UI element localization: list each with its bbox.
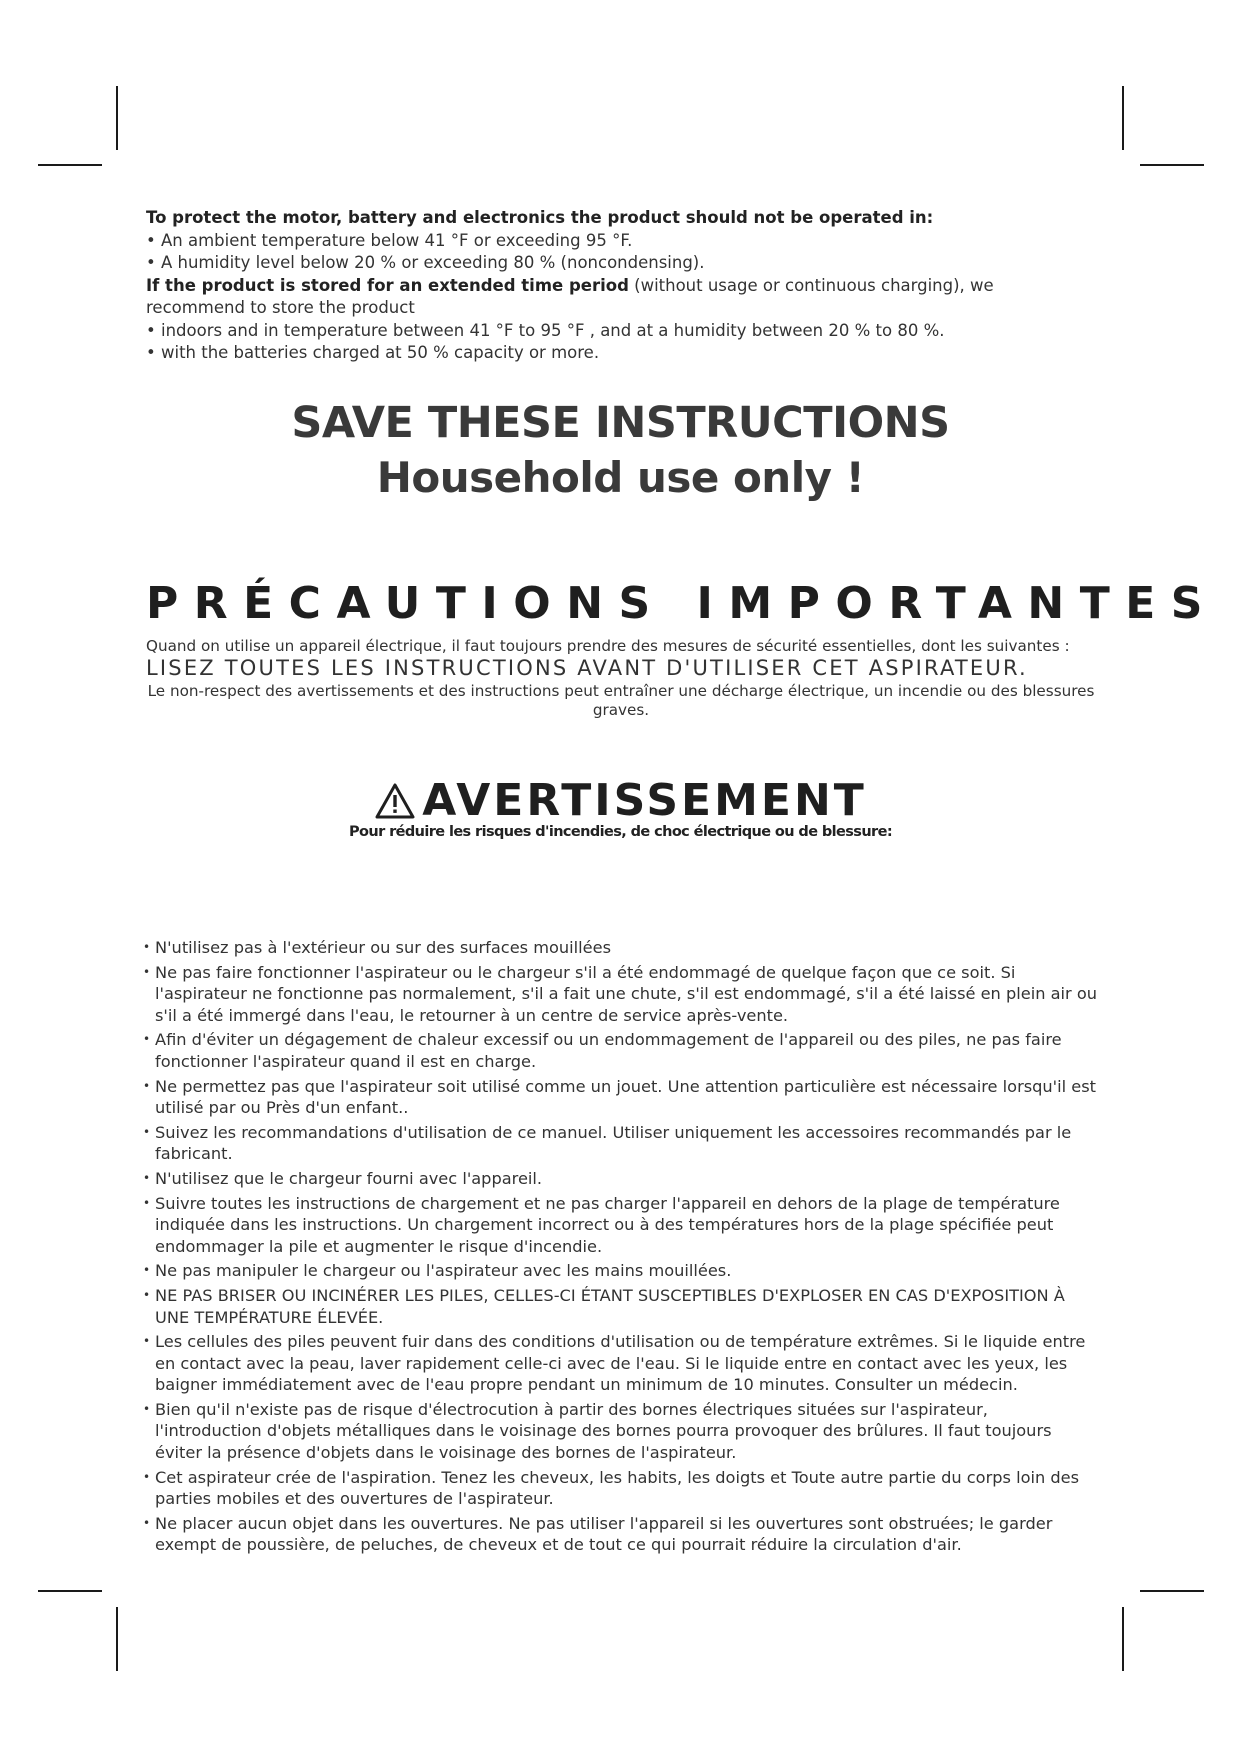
list-item: • N'utilisez pas à l'extérieur ou sur des surfaces mouillées: [143, 937, 1098, 959]
crop-mark-bottom-left-horizontal: [38, 1590, 102, 1592]
list-item: • Cet aspirateur crée de l'aspiration. Tenez les cheveux, les habits, les doigts et Toute autre partie du corps loin des parties mobiles et des ouvertures de l'aspirateur.: [143, 1467, 1098, 1510]
list-item: • Afin d'éviter un dégagement de chaleur excessif ou un endommagement de l'appareil ou des piles, ne pas faire fonctionner l'aspirateur quand il est en charge.: [143, 1029, 1098, 1072]
crop-mark-top-right-vertical: [1122, 86, 1124, 150]
list-item: • Les cellules des piles peuvent fuir dans des conditions d'utilisation ou de température extrêmes. Si le liquide entre en contact avec la peau, laver rapidement celle-ci avec de l'eau. Si le liquide entre en contact avec les yeux, les baigner immédiatement avec de l'eau propre pendant un minimum de 10 minutes. Consulter un médecin.: [143, 1331, 1098, 1396]
list-item: • Bien qu'il n'existe pas de risque d'électrocution à partir des bornes électriques situées sur l'aspirateur, l'introduction d'objets métalliques dans le voisinage des bornes pourra provoquer des brûlures. Il faut toujours éviter la présence d'objets dans le voisinage des bornes de l'aspirateur.: [143, 1399, 1098, 1464]
crop-mark-bottom-right-vertical: [1122, 1607, 1124, 1671]
avertissement-header: [0, 775, 1241, 826]
list-item: • Ne placer aucun objet dans les ouvertures. Ne pas utiliser l'appareil si les ouvertures sont obstruées; le garder exempt de poussière, de peluches, de cheveux et de tout ce qui pourrait réduire la circulation d'air.: [143, 1513, 1098, 1556]
crop-mark-bottom-left-vertical: [116, 1607, 118, 1671]
crop-mark-bottom-right-horizontal: [1140, 1590, 1204, 1592]
avertissement-subtitle: Pour réduire les risques d'incendies, de choc électrique ou de blessure:: [348, 824, 893, 840]
storage-bold: If the product is stored for an extended time period: [146, 275, 629, 295]
storage-paragraph: [146, 275, 1096, 320]
crop-mark-top-left-horizontal: [38, 164, 102, 166]
warning-triangle-icon: [374, 782, 416, 820]
list-item: • Suivez les recommandations d'utilisation de ce manuel. Utiliser uniquement les accessoires recommandés par le fabricant.: [143, 1122, 1098, 1165]
read-all-instructions: LISEZ TOUTES LES INSTRUCTIONS AVANT D'UTILISER CET ASPIRATEUR.: [146, 656, 1028, 680]
list-item: • N'utilisez que le chargeur fourni avec l'appareil.: [143, 1168, 1098, 1190]
operating-conditions-block: [146, 207, 1096, 365]
protect-item: • A humidity level below 20 % or exceeding 80 % (noncondensing).: [146, 253, 705, 272]
list-item: • Suivre toutes les instructions de chargement et ne pas charger l'appareil en dehors de la plage de température indiquée dans les instructions. Un chargement incorrect ou à des températures hors de la plage spécifiée peut endommager la pile et augmenter le risque d'incendie.: [143, 1193, 1098, 1258]
list-item: • NE PAS BRISER OU INCINÉRER LES PILES, CELLES-CI ÉTANT SUSCEPTIBLES D'EXPLOSER EN CAS D'EXPOSITION À UNE TEMPÉRATURE ÉLEVÉE.: [143, 1285, 1098, 1328]
storage-item: • with the batteries charged at 50 % capacity or more.: [146, 343, 600, 362]
protect-item: • An ambient temperature below 41 °F or exceeding 95 °F.: [146, 230, 633, 250]
list-item: • Ne pas faire fonctionner l'aspirateur ou le chargeur s'il a été endommagé de quelque façon que ce soit. Si l'aspirateur ne fonctionne pas normalement, s'il a fait une chute, s'il est endommagé, s'il a été laissé en plein air ou s'il a été immergé dans l'eau, le retourner à un centre de service après-vente.: [143, 962, 1098, 1027]
warnings-list: [143, 937, 1098, 1559]
crop-mark-top-right-horizontal: [1140, 164, 1204, 166]
precautions-intro: Quand on utilise un appareil électrique, il faut toujours prendre des mesures de sécurité essentielles, dont les suivantes :: [146, 637, 1070, 655]
save-instructions-title: SAVE THESE INSTRUCTIONS: [291, 398, 950, 448]
precautions-warning: Le non-respect des avertissements et des instructions peut entraîner une décharge électrique, un incendie ou des blessures graves.: [147, 682, 1095, 719]
list-item: • Ne pas manipuler le chargeur ou l'aspirateur avec les mains mouillées.: [143, 1260, 1098, 1282]
household-use-subtitle: Household use only !: [376, 453, 865, 502]
storage-rest: (without usage or continuous charging), we recommend to store the product: [146, 275, 994, 317]
list-item: • Ne permettez pas que l'aspirateur soit utilisé comme un jouet. Une attention particulière est nécessaire lorsqu'il est utilisé par ou Près d'un enfant..: [143, 1076, 1098, 1119]
protect-heading: To protect the motor, battery and electronics the product should not be operated in:: [146, 208, 934, 227]
avertissement-title: AVERTISSEMENT: [422, 775, 867, 826]
precautions-title: PRÉCAUTIONS IMPORTANTES: [146, 578, 1218, 629]
storage-item: • indoors and in temperature between 41 °F to 95 °F , and at a humidity between 20 % to 80 %.: [146, 320, 945, 340]
crop-mark-top-left-vertical: [116, 86, 118, 150]
